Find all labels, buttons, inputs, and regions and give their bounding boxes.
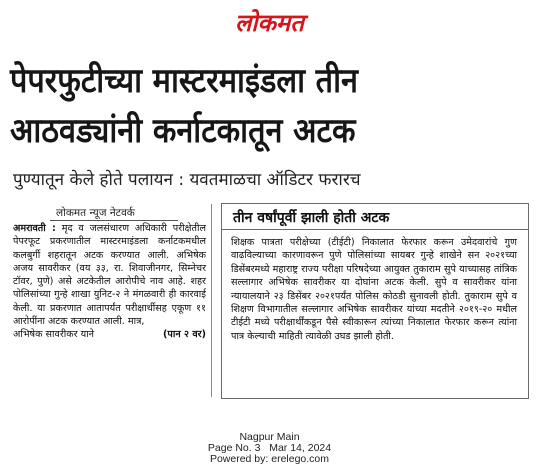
article-body — [13, 222, 206, 342]
sidebar-box-title-bar — [222, 204, 528, 230]
article-last-line — [13, 328, 206, 341]
byline-rule — [50, 220, 178, 221]
sidebar-box — [221, 203, 529, 399]
subheadline: पुण्यातून केले होते पलायन : यवतमाळचा ऑडिटर फरारच — [13, 170, 361, 190]
footer-edition: Nagpur Main — [239, 431, 300, 443]
byline: लोकमत न्यूज नेटवर्क — [56, 207, 135, 219]
footer-date: Mar 14, 2024 — [269, 442, 332, 454]
sidebar-box-title: तीन वर्षांपूर्वी झाली होती अटक — [233, 210, 390, 226]
column-divider — [211, 204, 212, 397]
continued-label: (पान २ वर) — [163, 329, 206, 341]
footer — [0, 432, 539, 465]
headline — [10, 56, 483, 156]
masthead-logo: लोकमत — [235, 8, 304, 37]
footer-powered: Powered by: erelego.com — [209, 453, 330, 465]
dateline: अमरावती : — [13, 223, 56, 234]
headline-line-2: आठवड्यांनी कर्नाटकातून अटक — [10, 111, 356, 151]
headline-line-1: पेपरफुटीच्या मास्टरमाइंडला तीन — [10, 61, 359, 101]
article-last-text: अभिषेक सावरीकर याने — [13, 329, 94, 341]
sidebar-box-body: शिक्षक पात्रता परीक्षेच्या (टीईटी) निकालात फेरफार करून उमेदवारांचे गुण वाढविल्याच्या कारणावरून पुणे पोलिसांच्या सायबर गुन्हे शाखेने सन २०२१च्या डिसेंबरमध्ये महाराष्ट्र राज्य परीक्षा परिषदेच्या आयुक्त तुकाराम सुपे याच्यासह तांत्रिक सल्लागार अभिषेक सावरीकर या दोघांना अटक केली. सुपे व सावरीकर यांना न्यायालयाने २३ डिसेंबर २०२१पर्यंत पोलिस कोठडी सुनावली होती. तुकाराम सुपे व शिक्षण विभागातील सल्लागार अभिषेक सावरीकर यांच्या मदतीने २०१९-२० मधील टीईटी मध्ये परीक्षार्थींकडून पैसे स्वीकारून त्यांच्या निकालात फेरफार करून त्यांना पात्र केल्याची माहिती त्यावेळी उघड झाली होती. — [231, 237, 517, 342]
footer-page: Page No. 3 — [207, 442, 261, 454]
article-body-text: मृद व जलसंधारण अधिकारी परीक्षेतील पेपरफूट प्रकरणातील मास्टरमाइंडला कर्नाटकमधील कलबुर्गी शहरातून अटक करण्यात आली. अभिषेक अजय सावरीकर (वय ३३, रा. शिवाजीनगर, सिम्नेचर टॉवर, पुणे) असे अटकेतील आरोपीचे नाव आहे. शहर पोलिसांच्या गुन्हे शाखा युनिट-२ ने मंगळवारी ही कारवाई केली. या प्रकरणात आतापर्यंत परीक्षार्थीसह एकूण ११ आरोपींना अटक करण्यात आली. मात्र, — [13, 223, 206, 328]
